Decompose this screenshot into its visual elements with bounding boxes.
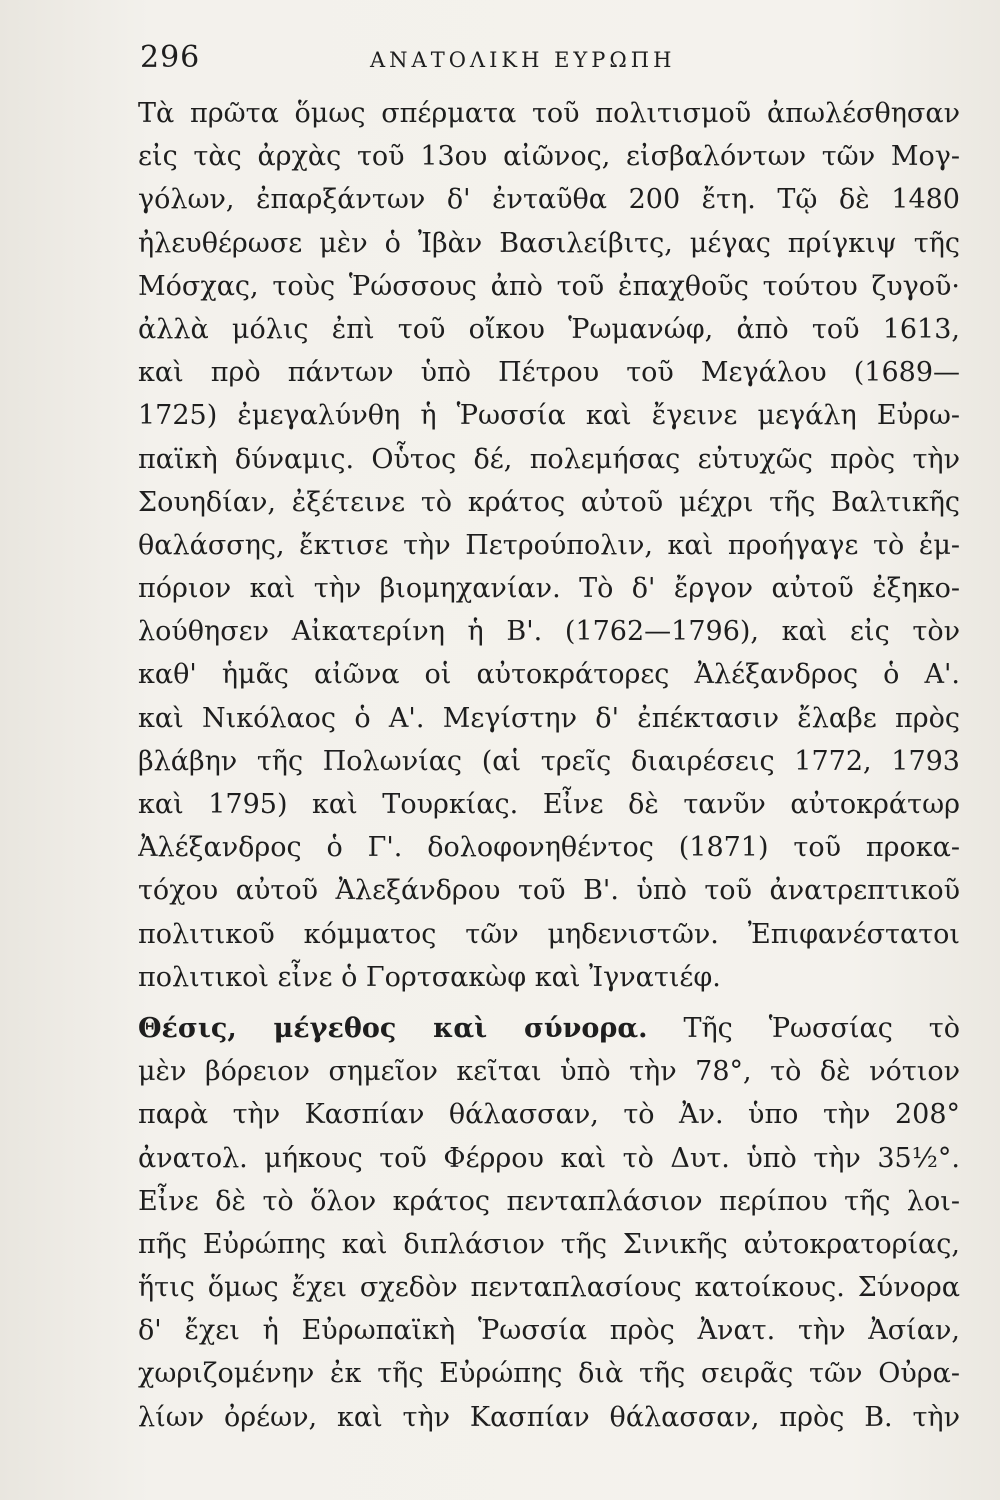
text-line: ἠλευθέρωσε μὲν ὁ Ἰβὰν Βασιλείβιτς, μέγας πρίγκιψ τῆς — [138, 227, 960, 259]
text-line: πῆς Εὐρώπης καὶ διπλάσιον τῆς Σινικῆς αὐτοκρατορίας, — [138, 1228, 960, 1260]
text-line: πόριον καὶ τὴν βιομηχανίαν. Τὸ δ' ἔργον αὐτοῦ ἐξηκο- — [138, 573, 960, 605]
text-line: λούθησεν Αἰκατερίνη ἡ Β'. (1762—1796), καὶ εἰς τὸν — [138, 616, 960, 648]
text-line: παρὰ τὴν Κασπίαν θάλασσαν, τὸ Ἀν. ὑπο τὴν 208° — [138, 1099, 960, 1131]
text-line: λίων ὀρέων, καὶ τὴν Κασπίαν θάλασσαν, πρὸς Β. τὴν — [138, 1401, 960, 1433]
section-heading: Θέσις, μέγεθος καὶ σύνορα. — [138, 1012, 648, 1044]
paragraph-history — [138, 92, 960, 999]
text-line: καὶ πρὸ πάντων ὑπὸ Πέτρου τοῦ Μεγάλου (1689— — [138, 357, 960, 389]
text-line: Μόσχας, τοὺς Ῥώσσους ἀπὸ τοῦ ἐπαχθοῦς τούτου ζυγοῦ· — [138, 270, 960, 302]
text-line: καὶ Νικόλαος ὁ Α'. Μεγίστην δ' ἐπέκτασιν ἔλαβε πρὸς — [138, 702, 960, 734]
text-line: Σουηδίαν, ἐξέτεινε τὸ κράτος αὐτοῦ μέχρι τῆς Βαλτικῆς — [138, 486, 960, 518]
text-line: ἥτις ὅμως ἔχει σχεδὸν πενταπλασίους κατοίκους. Σύνορα — [138, 1272, 960, 1304]
text-line: παϊκὴ δύναμις. Οὗτος δέ, πολεμήσας εὐτυχῶς πρὸς τὴν — [138, 443, 960, 475]
running-title: ΑΝΑΤΟΛΙΚΗ ΕΥΡΩΠΗ — [370, 48, 676, 72]
text-line: θαλάσσης, ἔκτισε τὴν Πετρούπολιν, καὶ προήγαγε τὸ ἐμ- — [138, 529, 960, 561]
text-line: Εἶνε δὲ τὸ ὅλον κράτος πενταπλάσιον περίπου τῆς λοι- — [138, 1185, 960, 1217]
text-line: χωριζομένην ἐκ τῆς Εὐρώπης διὰ τῆς σειρᾶς τῶν Οὐρα- — [138, 1358, 960, 1390]
text-line: τόχου αὐτοῦ Ἀλεξάνδρου τοῦ Β'. ὑπὸ τοῦ ἀνατρεπτικοῦ — [138, 875, 960, 907]
text-line: Τὰ πρῶτα ὅμως σπέρματα τοῦ πολιτισμοῦ ἀπωλέσθησαν — [138, 98, 960, 129]
page-header — [140, 40, 960, 80]
text-line: ἀνατολ. μήκους τοῦ Φέρρου καὶ τὸ Δυτ. ὑπὸ τὴν 35½°. — [138, 1142, 960, 1174]
paragraph-position-size-borders — [138, 1007, 960, 1439]
text-line: πολιτικοὶ εἶνε ὁ Γορτσακὼφ καὶ Ἰγνατιέφ. — [138, 961, 721, 993]
text-line: πολιτικοῦ κόμματος τῶν μηδενιστῶν. Ἐπιφανέστατοι — [138, 918, 960, 950]
page-number: 296 — [140, 40, 201, 75]
text-line: Τῆς Ῥωσσίας τὸ — [683, 1012, 960, 1044]
text-line: μὲν βόρειον σημεῖον κεῖται ὑπὸ τὴν 78°, τὸ δὲ νότιον — [138, 1056, 960, 1088]
text-line: δ' ἔχει ἡ Εὐρωπαϊκὴ Ῥωσσία πρὸς Ἀνατ. τὴν Ἀσίαν, — [138, 1315, 960, 1347]
text-line: καθ' ἡμᾶς αἰῶνα οἱ αὐτοκράτορες Ἀλέξανδρος ὁ Α'. — [138, 659, 960, 691]
text-line: ἀλλὰ μόλις ἐπὶ τοῦ οἴκου Ῥωμανώφ, ἀπὸ τοῦ 1613, — [138, 313, 960, 345]
text-line: γόλων, ἐπαρξάντων δ' ἐνταῦθα 200 ἔτη. Τῷ δὲ 1480 — [138, 184, 960, 216]
body-text — [138, 92, 960, 1439]
text-line: βλάβην τῆς Πολωνίας (αἱ τρεῖς διαιρέσεις 1772, 1793 — [138, 745, 960, 777]
text-line: εἰς τὰς ἀρχὰς τοῦ 13ου αἰῶνος, εἰσβαλόντων τῶν Μογ- — [138, 141, 960, 173]
text-line: καὶ 1795) καὶ Τουρκίας. Εἶνε δὲ τανῦν αὐτοκράτωρ — [138, 789, 960, 820]
text-line: Ἀλέξανδρος ὁ Γ'. δολοφονηθέντος (1871) τοῦ προκα- — [138, 832, 960, 864]
section-first-line — [138, 1007, 960, 1050]
text-line: 1725) ἐμεγαλύνθη ἡ Ῥωσσία καὶ ἔγεινε μεγάλη Εὐρω- — [138, 400, 960, 432]
